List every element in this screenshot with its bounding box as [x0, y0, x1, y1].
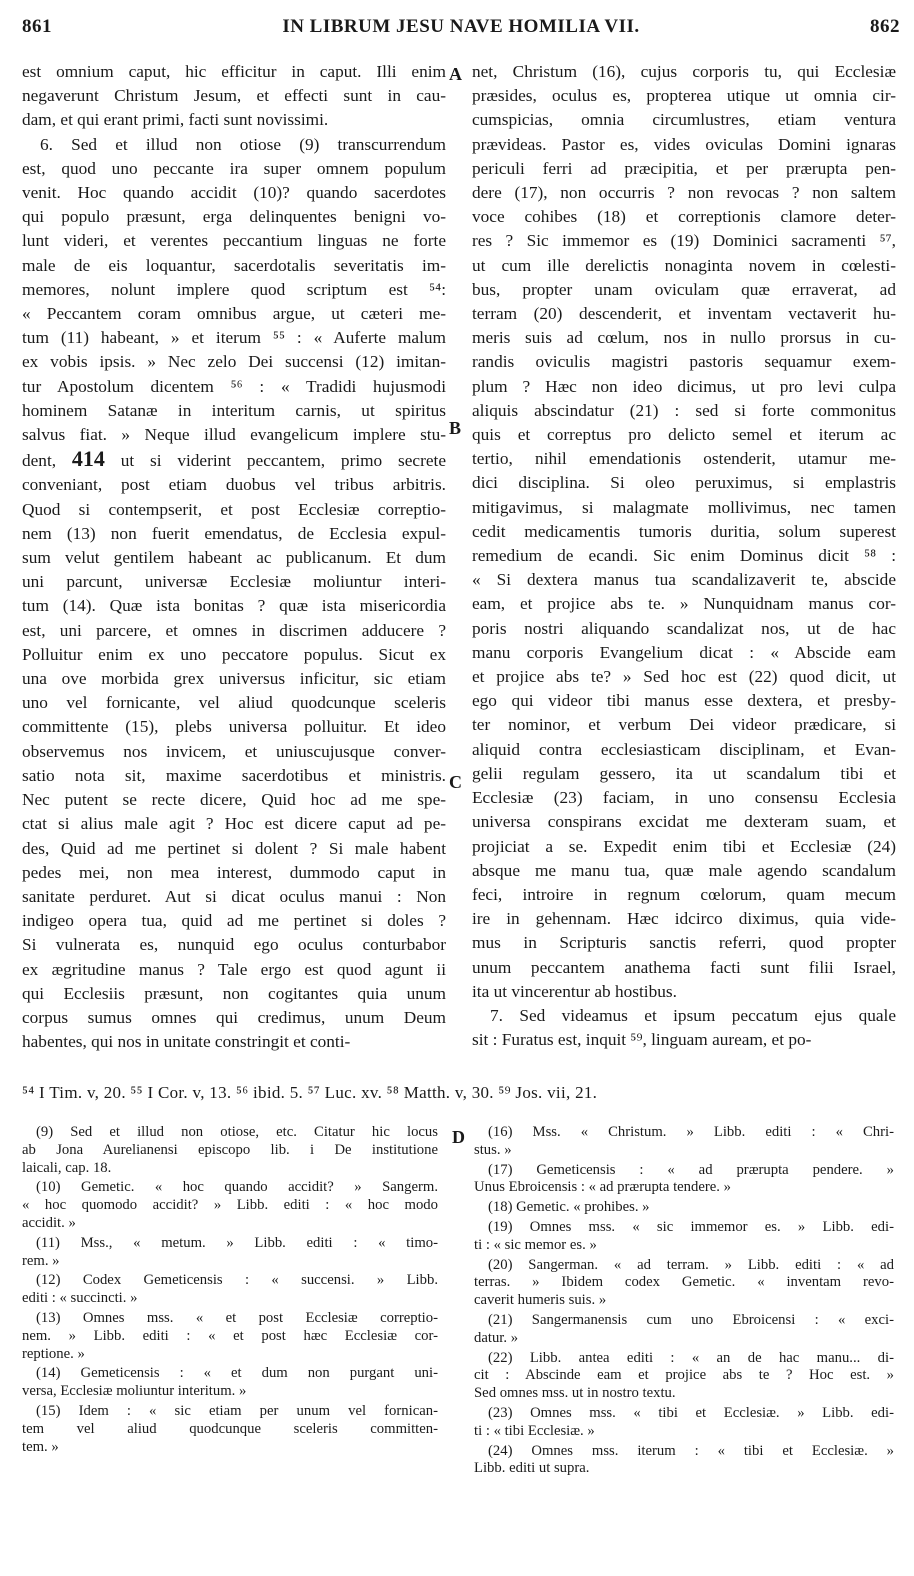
- text-line: Quod si contempserit, et post Ecclesiæ correptio-: [22, 499, 446, 519]
- footnote-line: (19) Omnes mss. « sic immemor es. » Libb. edi-: [488, 1218, 894, 1235]
- scripture-references: ⁵⁴ I Tim. v, 20. ⁵⁵ I Cor. v, 13. ⁵⁶ ibid. 5. ⁵⁷ Luc. xv. ⁵⁸ Matth. v, 30. ⁵⁹ Jos. vii, 21.: [22, 1083, 598, 1102]
- text-line: committente (15), plebs universa polluitur. Et ideo: [22, 717, 446, 737]
- margin-letter-a: A: [449, 64, 462, 84]
- footnote: [474, 1443, 894, 1479]
- text-line: negaverunt Christum Jesum, et effecti sunt in cau-: [22, 86, 446, 106]
- text-line: bus, propter unam oviculam quæ erraverat, ad: [472, 279, 896, 299]
- footnote-line: (13) Omnes mss. « et post Ecclesiæ correptio-: [36, 1309, 438, 1326]
- text-line: tur Apostolum dicentem ⁵⁶ : « Tradidi hujusmodi: [22, 376, 446, 396]
- text-line: aliquis abscindatur (21) : sed si forte commonitus: [472, 400, 896, 420]
- text-line: uni parcunt, universæ Ecclesiæ moliuntur interi-: [22, 572, 446, 592]
- text-line: sanitate perduret. Aut si dicat oculus manui : Non: [22, 886, 446, 906]
- text-line: lunt videri, et verentes peccantium linguas ne forte: [22, 231, 446, 251]
- text-line: est, uni parcere, et omnes in discrimen adducere ?: [22, 620, 446, 640]
- footnote: [22, 1124, 438, 1177]
- footnote-line: caverit humeris suis. »: [474, 1292, 607, 1309]
- footnote-line: (12) Codex Gemeticensis : « succensi. » Libb.: [36, 1272, 438, 1289]
- footnote-line: ab Jona Aurelianensi episcopo lib. i De institutione: [22, 1141, 438, 1158]
- text-line: terram (20) descenderit, et inventam vectaverit hu-: [472, 304, 896, 324]
- text-line: dam, et qui erant primi, facti sunt novissimi.: [22, 110, 329, 130]
- footnote-line: stus. »: [474, 1141, 512, 1158]
- footnote-line: (17) Gemeticensis : « ad prærupta pendere. »: [488, 1161, 894, 1178]
- text-line: sit : Furatus est, inquit ⁵⁹, linguam auream, et po-: [472, 1030, 812, 1050]
- footnote-line: laicali, cap. 18.: [22, 1159, 112, 1176]
- margin-letter-d: D: [452, 1127, 465, 1147]
- text-line: corpus sumus omnes qui credimus, unum Deum: [22, 1007, 446, 1027]
- text-line: randis oviculis magistri pastoris sequamur exem-: [472, 352, 896, 372]
- footnote: [22, 1272, 438, 1308]
- text-line: memores, nolunt implere quod scriptum est ⁵⁴:: [22, 279, 446, 299]
- text-line: aliquid contra ecclesiasticam disciplinam, et Evan-: [472, 739, 896, 759]
- text-line: unum peccantem anathema facti sunt filii Israel,: [472, 957, 896, 977]
- footnote-line: tem. »: [22, 1438, 59, 1455]
- text-line: satio nota sit, maxime sacerdotibus et ministris.: [22, 765, 446, 785]
- footnote-line: (24) Omnes mss. iterum : « tibi et Ecclesiæ. »: [488, 1442, 894, 1459]
- text-line: dere (17), non occurris ? non revocas ? non saltem: [472, 183, 896, 203]
- text-line: 6. Sed et illud non otiose (9) transcurrendum: [40, 134, 446, 154]
- footnote-line: (18) Gemetic. « prohibes. »: [488, 1199, 650, 1216]
- page-number-right: 862: [870, 16, 900, 37]
- folio-marker: 414: [71, 446, 105, 472]
- footnote-line: (9) Sed et illud non otiose, etc. Citatur hic locus: [36, 1124, 438, 1140]
- footnote-line: (11) Mss., « metum. » Libb. editi : « timo-: [36, 1234, 438, 1251]
- text-line: conveniant, post etiam duobus vel tribus arbitris.: [22, 475, 446, 495]
- text-line: qui Ecclesiis præsunt, non cogitantes quia unum: [22, 983, 446, 1003]
- text-line: mitigavimus, si malagmate mollivimus, nec tamen: [472, 497, 896, 517]
- footnote: [474, 1257, 894, 1310]
- text-line: est omnium caput, hic efficitur in caput. Illi enim: [22, 62, 446, 81]
- text-line: dent, 414 ut si viderint peccantem, primo secrete: [22, 446, 446, 472]
- text-line: remedium de ecandi. Sic enim Dominus dicit ⁵⁸ :: [472, 546, 896, 566]
- footnote: [474, 1199, 894, 1217]
- text-line: des, Quid ad me pertinet si dolent ? Si male habent: [22, 838, 446, 858]
- text-line: voce cohibes (18) et correptionis clamore deter-: [472, 207, 896, 227]
- text-line: Nec putent se recte dicere, Quid hoc ad me spe-: [22, 790, 446, 810]
- footnote: [474, 1219, 894, 1255]
- text-line: ex vobis ipsis. » Nec zelo Dei succensi (12) imitan-: [22, 352, 446, 372]
- footnote-line: cit : Abscinde eam et projice abs te ? Hoc est. »: [474, 1367, 894, 1384]
- footnote: [22, 1403, 438, 1456]
- footnote-line: accidit. »: [22, 1214, 76, 1231]
- footnote-line: rem. »: [22, 1252, 60, 1269]
- footnote-line: versa, Ecclesiæ moliuntur interitum. »: [22, 1383, 247, 1400]
- footnote: [474, 1312, 894, 1348]
- footnote-line: nem. » Libb. editi : « et post hæc Ecclesiæ cor-: [22, 1327, 438, 1344]
- footnote-line: ti : « sic memor es. »: [474, 1236, 597, 1253]
- text-line: una ove morbida grex universus inficitur, sic etiam: [22, 669, 446, 689]
- text-line: prævideas. Pastor es, vides oviculas Domini ignaras: [472, 134, 896, 154]
- text-line: ego qui videor tibi manus esse dextera, et presby-: [472, 691, 896, 711]
- text-line: cedit medicamentis tumoris duritia, solum superest: [472, 521, 896, 541]
- text-line: ut cum ille derelictis nonaginta novem in cœlesti-: [472, 255, 896, 275]
- running-title: IN LIBRUM JESU NAVE HOMILIA VII.: [282, 16, 640, 37]
- footnote-line: datur. »: [474, 1329, 519, 1346]
- text-line: nem (13) non fuerit emendatus, de Ecclesia expul-: [22, 523, 446, 543]
- text-line: qui populo præsunt, erga delinquentes benigni vo-: [22, 207, 446, 227]
- footnote: [474, 1350, 894, 1403]
- text-line: universa conspirans excidat me dexteram suam, et: [472, 812, 896, 832]
- text-line: hominem Satanæ in interitum carnis, ut spiritus: [22, 400, 446, 420]
- footnote-line: Unus Ebroicensis : « ad prærupta tendere. »: [474, 1179, 731, 1196]
- footnote-line: Sed omnes mss. ut in nostro textu.: [474, 1385, 676, 1402]
- footnote: [474, 1124, 894, 1160]
- text-line: gelii regulam gessero, ita ut scandalum tibi et: [472, 763, 896, 783]
- text-line: plum ? Hæc non ideo dicimus, ut pro levi culpa: [472, 376, 896, 396]
- footnote-line: (14) Gemeticensis : « et dum non purgant uni-: [36, 1365, 438, 1382]
- text-line: uno vel fornicante, vel aliud quodcunque sceleris: [22, 693, 446, 713]
- footnotes-right: [474, 1124, 894, 1480]
- left-text-column: [22, 60, 446, 1054]
- text-line: dici disciplina. Si oleo peruximus, si emplastris: [472, 473, 896, 493]
- footnote-line: reptione. »: [22, 1345, 85, 1362]
- text-line: pedes mei, non mea interest, dummodo caput in: [22, 862, 446, 882]
- text-line: ire in gehennam. Hæc idcirco diximus, quia vide-: [472, 909, 896, 929]
- footnote: [22, 1310, 438, 1363]
- footnote-line: (15) Idem : « sic etiam per unum vel fornican-: [36, 1402, 438, 1419]
- text-line: tum (11) habeant, » et iterum ⁵⁵ : « Auferte malum: [22, 328, 446, 348]
- text-line: eam, et projice abs te. » Nunquidnam manus cor-: [472, 594, 896, 614]
- footnote-line: (16) Mss. « Christum. » Libb. editi : « Chri-: [488, 1124, 894, 1140]
- text-line: præsides, oculus es, propterea utique ut omnia cir-: [472, 86, 896, 106]
- text-line: meris suis ad cœlum, nos in nullo prorsus in cu-: [472, 328, 896, 348]
- footnote-line: tem vel aliud quodcunque sceleris committen-: [22, 1420, 438, 1437]
- right-text-column: [472, 60, 896, 1052]
- footnote: [474, 1405, 894, 1441]
- text-line: venit. Hoc quando accidit (10)? quando sacerdotes: [22, 183, 446, 203]
- footnote: [22, 1179, 438, 1232]
- text-line: habentes, qui nos in unitate constringit et conti-: [22, 1032, 351, 1052]
- footnotes-left: [22, 1124, 438, 1458]
- text-line: « Si dextera manus tua scandalizaverit te, abscide: [472, 570, 896, 590]
- text-line: ex ægritudine manus ? Tale ergo est quod agunt ii: [22, 959, 446, 979]
- footnote-line: Libb. editi ut supra.: [474, 1460, 590, 1477]
- footnote-line: ti : « tibi Ecclesiæ. »: [474, 1422, 595, 1439]
- text-line: cumspicias, omnia circumlustres, etiam ventura: [472, 110, 896, 130]
- text-line: Si vulnerata es, nunquid ego oculus conturbabor: [22, 935, 446, 955]
- footnote-line: terras. » Ibidem codex Gemetic. « inventam revo-: [474, 1274, 894, 1291]
- text-line: Polluitur enim ex uno peccatore populus. Sicut ex: [22, 644, 446, 664]
- text-line: quis et correptus pro delicto semel et iterum ac: [472, 425, 896, 445]
- footnote: [22, 1365, 438, 1401]
- text-line: male de eis loquantur, sacerdotalis severitatis im-: [22, 255, 446, 275]
- footnote-line: editi : « succincti. »: [22, 1290, 138, 1307]
- text-line: res ? Sic immemor es (19) Dominici sacramenti ⁵⁷,: [472, 231, 896, 251]
- text-line: et projice abs te? » Sed hoc est (22) quod dicit, ut: [472, 667, 896, 687]
- footnote-line: (22) Libb. antea editi : « an de hac manu... di-: [488, 1349, 894, 1366]
- text-line: tertio, nihil emendationis ostenderit, utamur me-: [472, 449, 896, 469]
- footnote-line: « hoc quomodo accidit? » Libb. editi : « hoc modo: [22, 1197, 438, 1214]
- text-line: est, quod uno peccante ira super omnem populum: [22, 158, 446, 178]
- text-line: poris nostri aliquando scandalizat nos, ut de hac: [472, 618, 896, 638]
- text-line: absque me manu tua, quæ male agendo scandalum: [472, 860, 896, 880]
- footnote: [22, 1235, 438, 1271]
- margin-letter-c: C: [449, 772, 462, 792]
- text-line: net, Christum (16), cujus corporis tu, qui Ecclesiæ: [472, 62, 896, 81]
- text-line: sum velut gentilem habeant ac publicanum. Et dum: [22, 548, 446, 568]
- text-line: « Peccantem coram omnibus argue, ut cæteri me-: [22, 304, 446, 324]
- footnote-line: (21) Sangermanensis cum uno Ebroicensi : « exci-: [488, 1311, 894, 1328]
- text-line: tum (14). Quæ ista bonitas ? quæ ista misericordia: [22, 596, 446, 616]
- text-line: feci, introire in regnum cœlorum, quam mecum: [472, 884, 896, 904]
- text-line: manu corporis Evangelium dicat : « Abscide eam: [472, 642, 896, 662]
- text-line: ter nominor, et verbum Dei videor prædicare, si: [472, 715, 896, 735]
- text-line: 7. Sed videamus et ipsum peccatum ejus quale: [490, 1005, 896, 1025]
- footnote-line: (23) Omnes mss. « tibi et Ecclesiæ. » Libb. edi-: [488, 1404, 894, 1421]
- text-line: observemus nos invicem, et uniuscujusque conver-: [22, 741, 446, 761]
- text-line: ctat si alius male agit ? Hoc est dicere caput ad pe-: [22, 814, 446, 834]
- text-line: ita ut vincerentur ab hostibus.: [472, 981, 677, 1001]
- running-header: [22, 8, 900, 42]
- text-line: mus in Scripturis sanctis referri, quod propter: [472, 933, 896, 953]
- text-line: projiciat a se. Expedit enim tibi et Ecclesiæ (24): [472, 836, 896, 856]
- margin-letter-b: B: [449, 418, 462, 438]
- footnote-line: (10) Gemetic. « hoc quando accidit? » Sangerm.: [36, 1179, 438, 1196]
- page-number-left: 861: [22, 16, 52, 37]
- text-line: salvus fiat. » Neque illud evangelicum implere stu-: [22, 425, 446, 445]
- text-line: indigeo opera tua, quid ad me pertinet si doles ?: [22, 911, 446, 931]
- text-line: periculi ferri ad præcipitia, et per prærupta pen-: [472, 158, 896, 178]
- footnote-line: (20) Sangerman. « ad terram. » Libb. editi : « ad: [488, 1256, 894, 1273]
- text-line: Ecclesiæ (23) faciam, in uno consensu Ecclesia: [472, 788, 896, 808]
- footnote: [474, 1162, 894, 1198]
